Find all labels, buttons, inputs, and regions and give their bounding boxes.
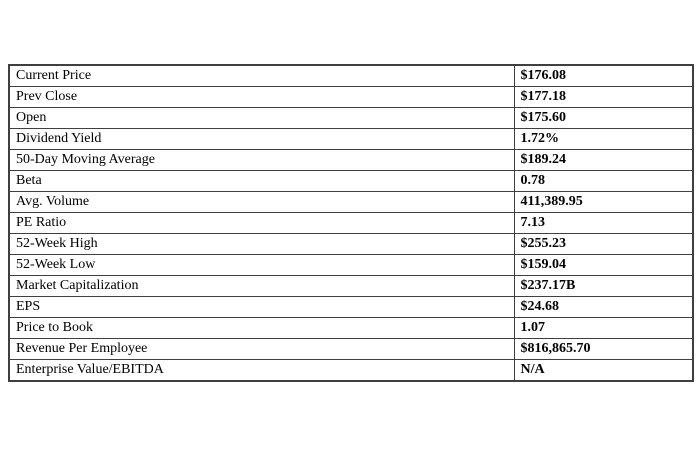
metric-value: $255.23 bbox=[514, 234, 693, 255]
metric-label: Open bbox=[9, 108, 514, 129]
table-row bbox=[9, 129, 693, 150]
metric-value: $237.17B bbox=[514, 276, 693, 297]
metric-label: Price to Book bbox=[9, 318, 514, 339]
financial-metrics-table bbox=[8, 64, 694, 382]
metric-value: 1.72% bbox=[514, 129, 693, 150]
table-row bbox=[9, 65, 693, 87]
table-row bbox=[9, 108, 693, 129]
metric-value: $177.18 bbox=[514, 87, 693, 108]
metric-value: 0.78 bbox=[514, 171, 693, 192]
metric-label: Enterprise Value/EBITDA bbox=[9, 360, 514, 382]
metric-label: Revenue Per Employee bbox=[9, 339, 514, 360]
metric-value: $175.60 bbox=[514, 108, 693, 129]
metric-value: 411,389.95 bbox=[514, 192, 693, 213]
metric-value: $816,865.70 bbox=[514, 339, 693, 360]
metric-value: $24.68 bbox=[514, 297, 693, 318]
table-row bbox=[9, 360, 693, 382]
metric-label: 52-Week Low bbox=[9, 255, 514, 276]
metric-label: EPS bbox=[9, 297, 514, 318]
metric-label: 52-Week High bbox=[9, 234, 514, 255]
metric-label: Avg. Volume bbox=[9, 192, 514, 213]
table-row bbox=[9, 297, 693, 318]
table-row bbox=[9, 276, 693, 297]
table-row bbox=[9, 192, 693, 213]
metric-value: $176.08 bbox=[514, 65, 693, 87]
metric-label: 50-Day Moving Average bbox=[9, 150, 514, 171]
metric-value: $159.04 bbox=[514, 255, 693, 276]
table-row bbox=[9, 234, 693, 255]
table-row bbox=[9, 171, 693, 192]
table-row bbox=[9, 213, 693, 234]
metric-label: Prev Close bbox=[9, 87, 514, 108]
metric-value: 1.07 bbox=[514, 318, 693, 339]
metric-label: Market Capitalization bbox=[9, 276, 514, 297]
table-row bbox=[9, 255, 693, 276]
metric-value: 7.13 bbox=[514, 213, 693, 234]
metric-label: Current Price bbox=[9, 65, 514, 87]
table-row bbox=[9, 318, 693, 339]
metric-value: N/A bbox=[514, 360, 693, 382]
metric-label: PE Ratio bbox=[9, 213, 514, 234]
metric-label: Beta bbox=[9, 171, 514, 192]
table-row bbox=[9, 339, 693, 360]
table-row bbox=[9, 150, 693, 171]
metric-value: $189.24 bbox=[514, 150, 693, 171]
metric-label: Dividend Yield bbox=[9, 129, 514, 150]
table-row bbox=[9, 87, 693, 108]
